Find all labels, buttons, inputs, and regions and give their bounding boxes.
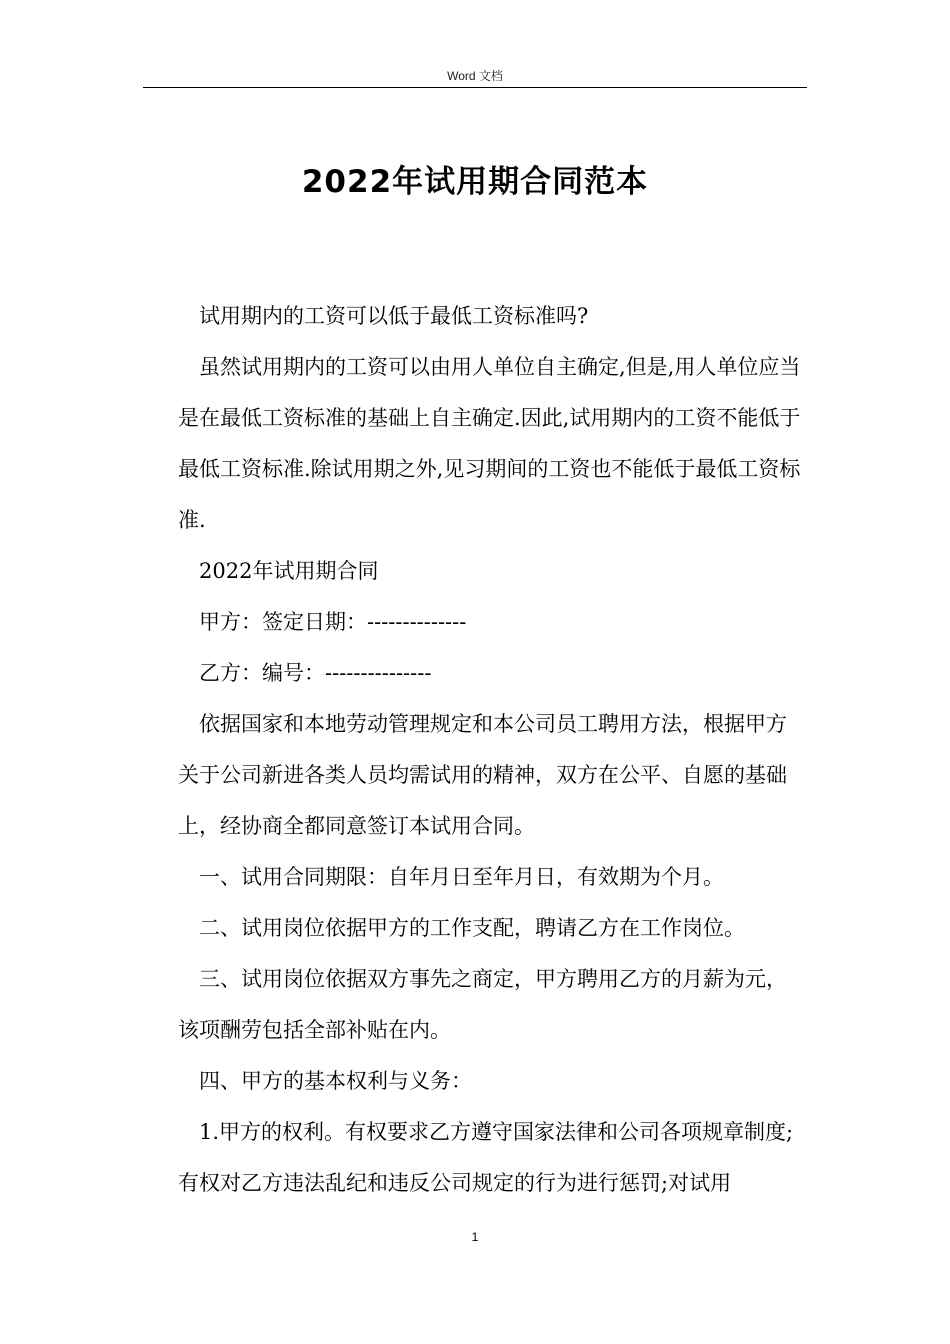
paragraph: 虽然试用期内的工资可以由用人单位自主确定,但是,用人单位应当是在最低工资标准的基础上自主确定.因此,试用期内的工资不能低于最低工资标准.除试用期之外,见习期间的工资也不能低于最低工资标准. — [178, 355, 801, 532]
document-body — [178, 291, 803, 1209]
paragraph: 依据国家和本地劳动管理规定和本公司员工聘用方法，根据甲方关于公司新进各类人员均需试用的精神，双方在公平、自愿的基础上，经协商全都同意签订本试用合同。 — [178, 712, 787, 838]
paragraph: 三、试用岗位依据双方事先之商定，甲方聘用乙方的月薪为元，该项酬劳包括全部补贴在内。 — [178, 967, 787, 1042]
header-divider — [143, 87, 807, 88]
paragraph: 2022年试用期合同 — [199, 559, 379, 583]
paragraph: 二、试用岗位依据甲方的工作支配，聘请乙方在工作岗位。 — [199, 916, 745, 940]
paragraph: 乙方：编号：--------------- — [199, 661, 432, 685]
paragraph: 一、试用合同期限：自年月日至年月日，有效期为个月。 — [199, 865, 724, 889]
document-title: 2022年试用期合同范本 — [301, 164, 649, 200]
paragraph: 四、甲方的基本权利与义务： — [199, 1069, 472, 1093]
page-header: Word 文档 — [447, 69, 503, 83]
paragraph: 试用期内的工资可以低于最低工资标准吗? — [199, 304, 589, 328]
paragraph: 1.甲方的权利。有权要求乙方遵守国家法律和公司各项规章制度;有权对乙方违法乱纪和违反公司规定的行为进行惩罚;对试用 — [178, 1120, 794, 1195]
paragraph: 甲方：签定日期：-------------- — [199, 610, 467, 634]
page-number: 1 — [471, 1230, 479, 1244]
